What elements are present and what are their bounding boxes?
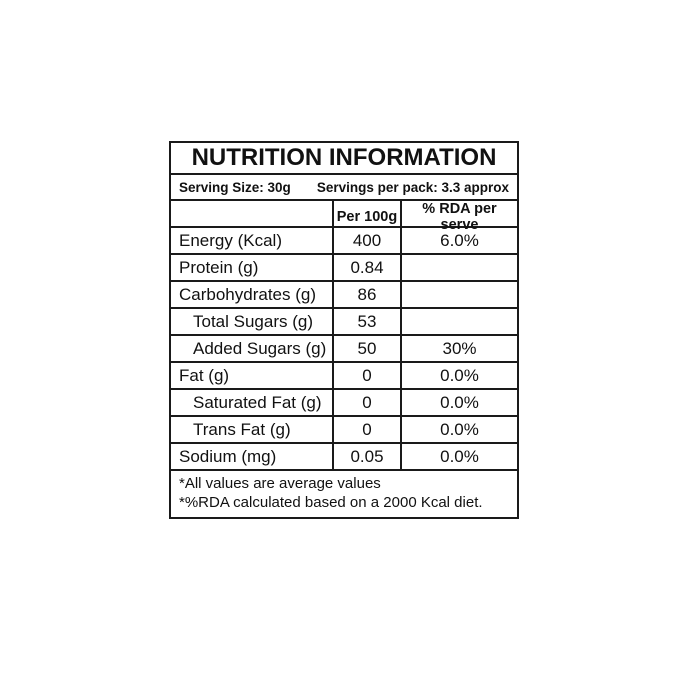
nutrient-label: Energy (Kcal) <box>171 228 334 253</box>
table-row <box>171 255 517 282</box>
nutrition-title: NUTRITION INFORMATION <box>191 144 497 171</box>
footnotes-section <box>171 471 517 517</box>
rda-value: 6.0% <box>440 230 479 250</box>
table-row <box>171 309 517 336</box>
per-100g-value: 0.84 <box>334 255 402 280</box>
rda-value <box>402 255 517 280</box>
rda-value <box>402 282 517 307</box>
table-row <box>171 444 517 471</box>
table-row <box>171 282 517 309</box>
rda-value: 30% <box>442 338 477 358</box>
footnote-average-values: *All values are average values <box>179 475 381 492</box>
per-100g-value: 86 <box>334 282 402 307</box>
per-100g-value: 0 <box>334 363 402 388</box>
servings-per-pack-text: Servings per pack: 3.3 approx <box>316 179 509 195</box>
per-100g-value: 0.05 <box>334 444 402 469</box>
footnote-rda-basis: *%RDA calculated based on a 2000 Kcal diet. <box>179 494 483 511</box>
per-100g-value: 53 <box>334 309 402 334</box>
per-100g-column-header: Per 100g <box>334 201 402 233</box>
serving-size-text: Serving Size: 30g <box>179 179 291 195</box>
nutrient-label: Sodium (mg) <box>171 444 334 469</box>
table-row <box>171 390 517 417</box>
per-100g-value: 400 <box>334 228 402 253</box>
nutrient-label: Carbohydrates (g) <box>171 282 334 307</box>
nutrient-label: Protein (g) <box>171 255 334 280</box>
table-row <box>171 417 517 444</box>
column-header-row <box>171 201 517 233</box>
rda-value: 0.0% <box>440 446 479 466</box>
table-row <box>171 363 517 390</box>
per-100g-value: 0 <box>334 417 402 442</box>
table-row <box>171 228 517 255</box>
nutrition-label <box>169 141 519 519</box>
nutrient-label: Trans Fat (g) <box>171 417 334 442</box>
table-row <box>171 336 517 363</box>
rda-value: 0.0% <box>440 419 479 439</box>
rda-value: 0.0% <box>440 365 479 385</box>
per-100g-value: 0 <box>334 390 402 415</box>
rda-column-header: % RDA per serve <box>422 201 497 233</box>
nutrient-label: Added Sugars (g) <box>171 336 334 361</box>
rda-value <box>402 309 517 334</box>
per-100g-value: 50 <box>334 336 402 361</box>
nutrition-title-row <box>171 143 517 175</box>
nutrient-label: Saturated Fat (g) <box>171 390 334 415</box>
serving-info-row <box>171 175 517 201</box>
rda-value: 0.0% <box>440 392 479 412</box>
nutrient-label: Fat (g) <box>171 363 334 388</box>
nutrient-label: Total Sugars (g) <box>171 309 334 334</box>
